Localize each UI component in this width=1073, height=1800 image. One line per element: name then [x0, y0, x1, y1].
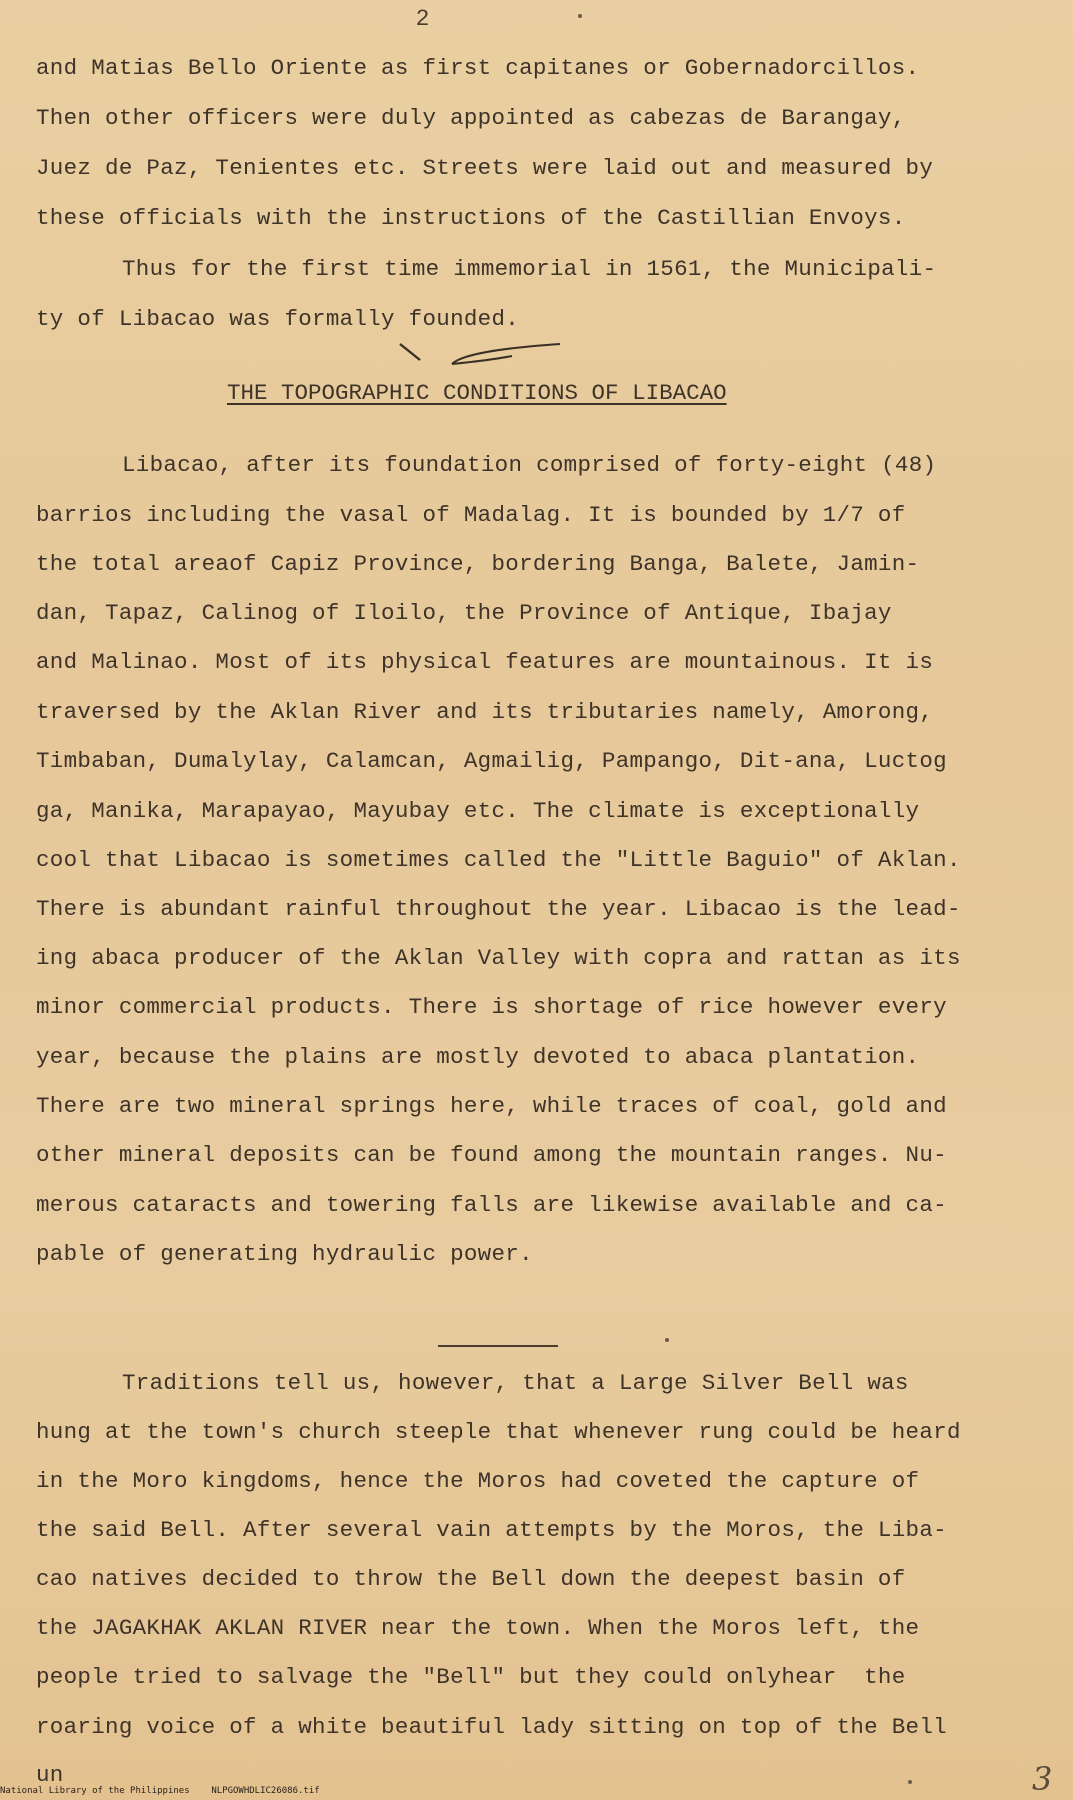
text-line: ing abaca producer of the Aklan Valley with copra and rattan as its: [36, 945, 961, 971]
text-line: Juez de Paz, Tenientes etc. Streets were laid out and measured by: [36, 155, 934, 181]
pen-mark-icon: [392, 338, 562, 372]
text-line: There is abundant rainful throughout the year. Libacao is the lead-: [36, 896, 961, 922]
text-line: other mineral deposits can be found among the mountain ranges. Nu-: [36, 1142, 947, 1168]
text-line: in the Moro kingdoms, hence the Moros had coveted the capture of: [36, 1468, 920, 1494]
corner-mark: 3: [1032, 1760, 1053, 1798]
text-line: Timbaban, Dumalylay, Calamcan, Agmailig, Pampango, Dit-ana, Luctog: [36, 748, 947, 774]
text-line: barrios including the vasal of Madalag. It is bounded by 1/7 of: [36, 502, 906, 528]
text-line: Libacao, after its foundation comprised of forty-eight (48): [122, 452, 937, 478]
text-line: un: [36, 1762, 64, 1788]
text-line: ga, Manika, Marapayao, Mayubay etc. The climate is exceptionally: [36, 798, 920, 824]
paper-speck: [578, 14, 582, 18]
text-line: year, because the plains are mostly devoted to abaca plantation.: [36, 1044, 920, 1070]
text-line: people tried to salvage the "Bell" but they could onlyhear the: [36, 1664, 906, 1690]
text-line: minor commercial products. There is shortage of rice however every: [36, 994, 947, 1020]
text-line: Thus for the first time immemorial in 1561, the Municipali-: [122, 256, 937, 282]
section-heading: THE TOPOGRAPHIC CONDITIONS OF LIBACAO: [227, 380, 727, 406]
text-line: the JAGAKHAK AKLAN RIVER near the town. When the Moros left, the: [36, 1615, 920, 1641]
paper-speck: [908, 1780, 912, 1784]
text-line: There are two mineral springs here, while traces of coal, gold and: [36, 1093, 947, 1119]
text-line: Traditions tell us, however, that a Large Silver Bell was: [122, 1370, 909, 1396]
text-line: roaring voice of a white beautiful lady sitting on top of the Bell: [36, 1714, 947, 1740]
section-divider: [438, 1345, 558, 1347]
text-line: and Malinao. Most of its physical features are mountainous. It is: [36, 649, 934, 675]
text-line: the total areaof Capiz Province, bordering Banga, Balete, Jamin-: [36, 551, 920, 577]
text-line: these officials with the instructions of the Castillian Envoys.: [36, 205, 906, 231]
text-line: cool that Libacao is sometimes called the "Little Baguio" of Aklan.: [36, 847, 961, 873]
text-line: hung at the town's church steeple that whenever rung could be heard: [36, 1419, 961, 1445]
text-line: Then other officers were duly appointed as cabezas de Barangay,: [36, 105, 906, 131]
text-line: and Matias Bello Oriente as first capitanes or Gobernadorcillos.: [36, 55, 920, 81]
page-number: 2: [415, 6, 430, 32]
text-line: merous cataracts and towering falls are likewise available and ca-: [36, 1192, 947, 1218]
text-line: the said Bell. After several vain attempts by the Moros, the Liba-: [36, 1517, 947, 1543]
text-line: dan, Tapaz, Calinog of Iloilo, the Province of Antique, Ibajay: [36, 600, 892, 626]
scan-footer: National Library of the Philippines NLPGOWHDLIC26086.tif: [0, 1786, 320, 1796]
text-line: pable of generating hydraulic power.: [36, 1241, 533, 1267]
text-line: cao natives decided to throw the Bell down the deepest basin of: [36, 1566, 906, 1592]
text-line: ty of Libacao was formally founded.: [36, 306, 520, 332]
paper-speck: [665, 1338, 669, 1342]
text-line: traversed by the Aklan River and its tributaries namely, Amorong,: [36, 699, 934, 725]
